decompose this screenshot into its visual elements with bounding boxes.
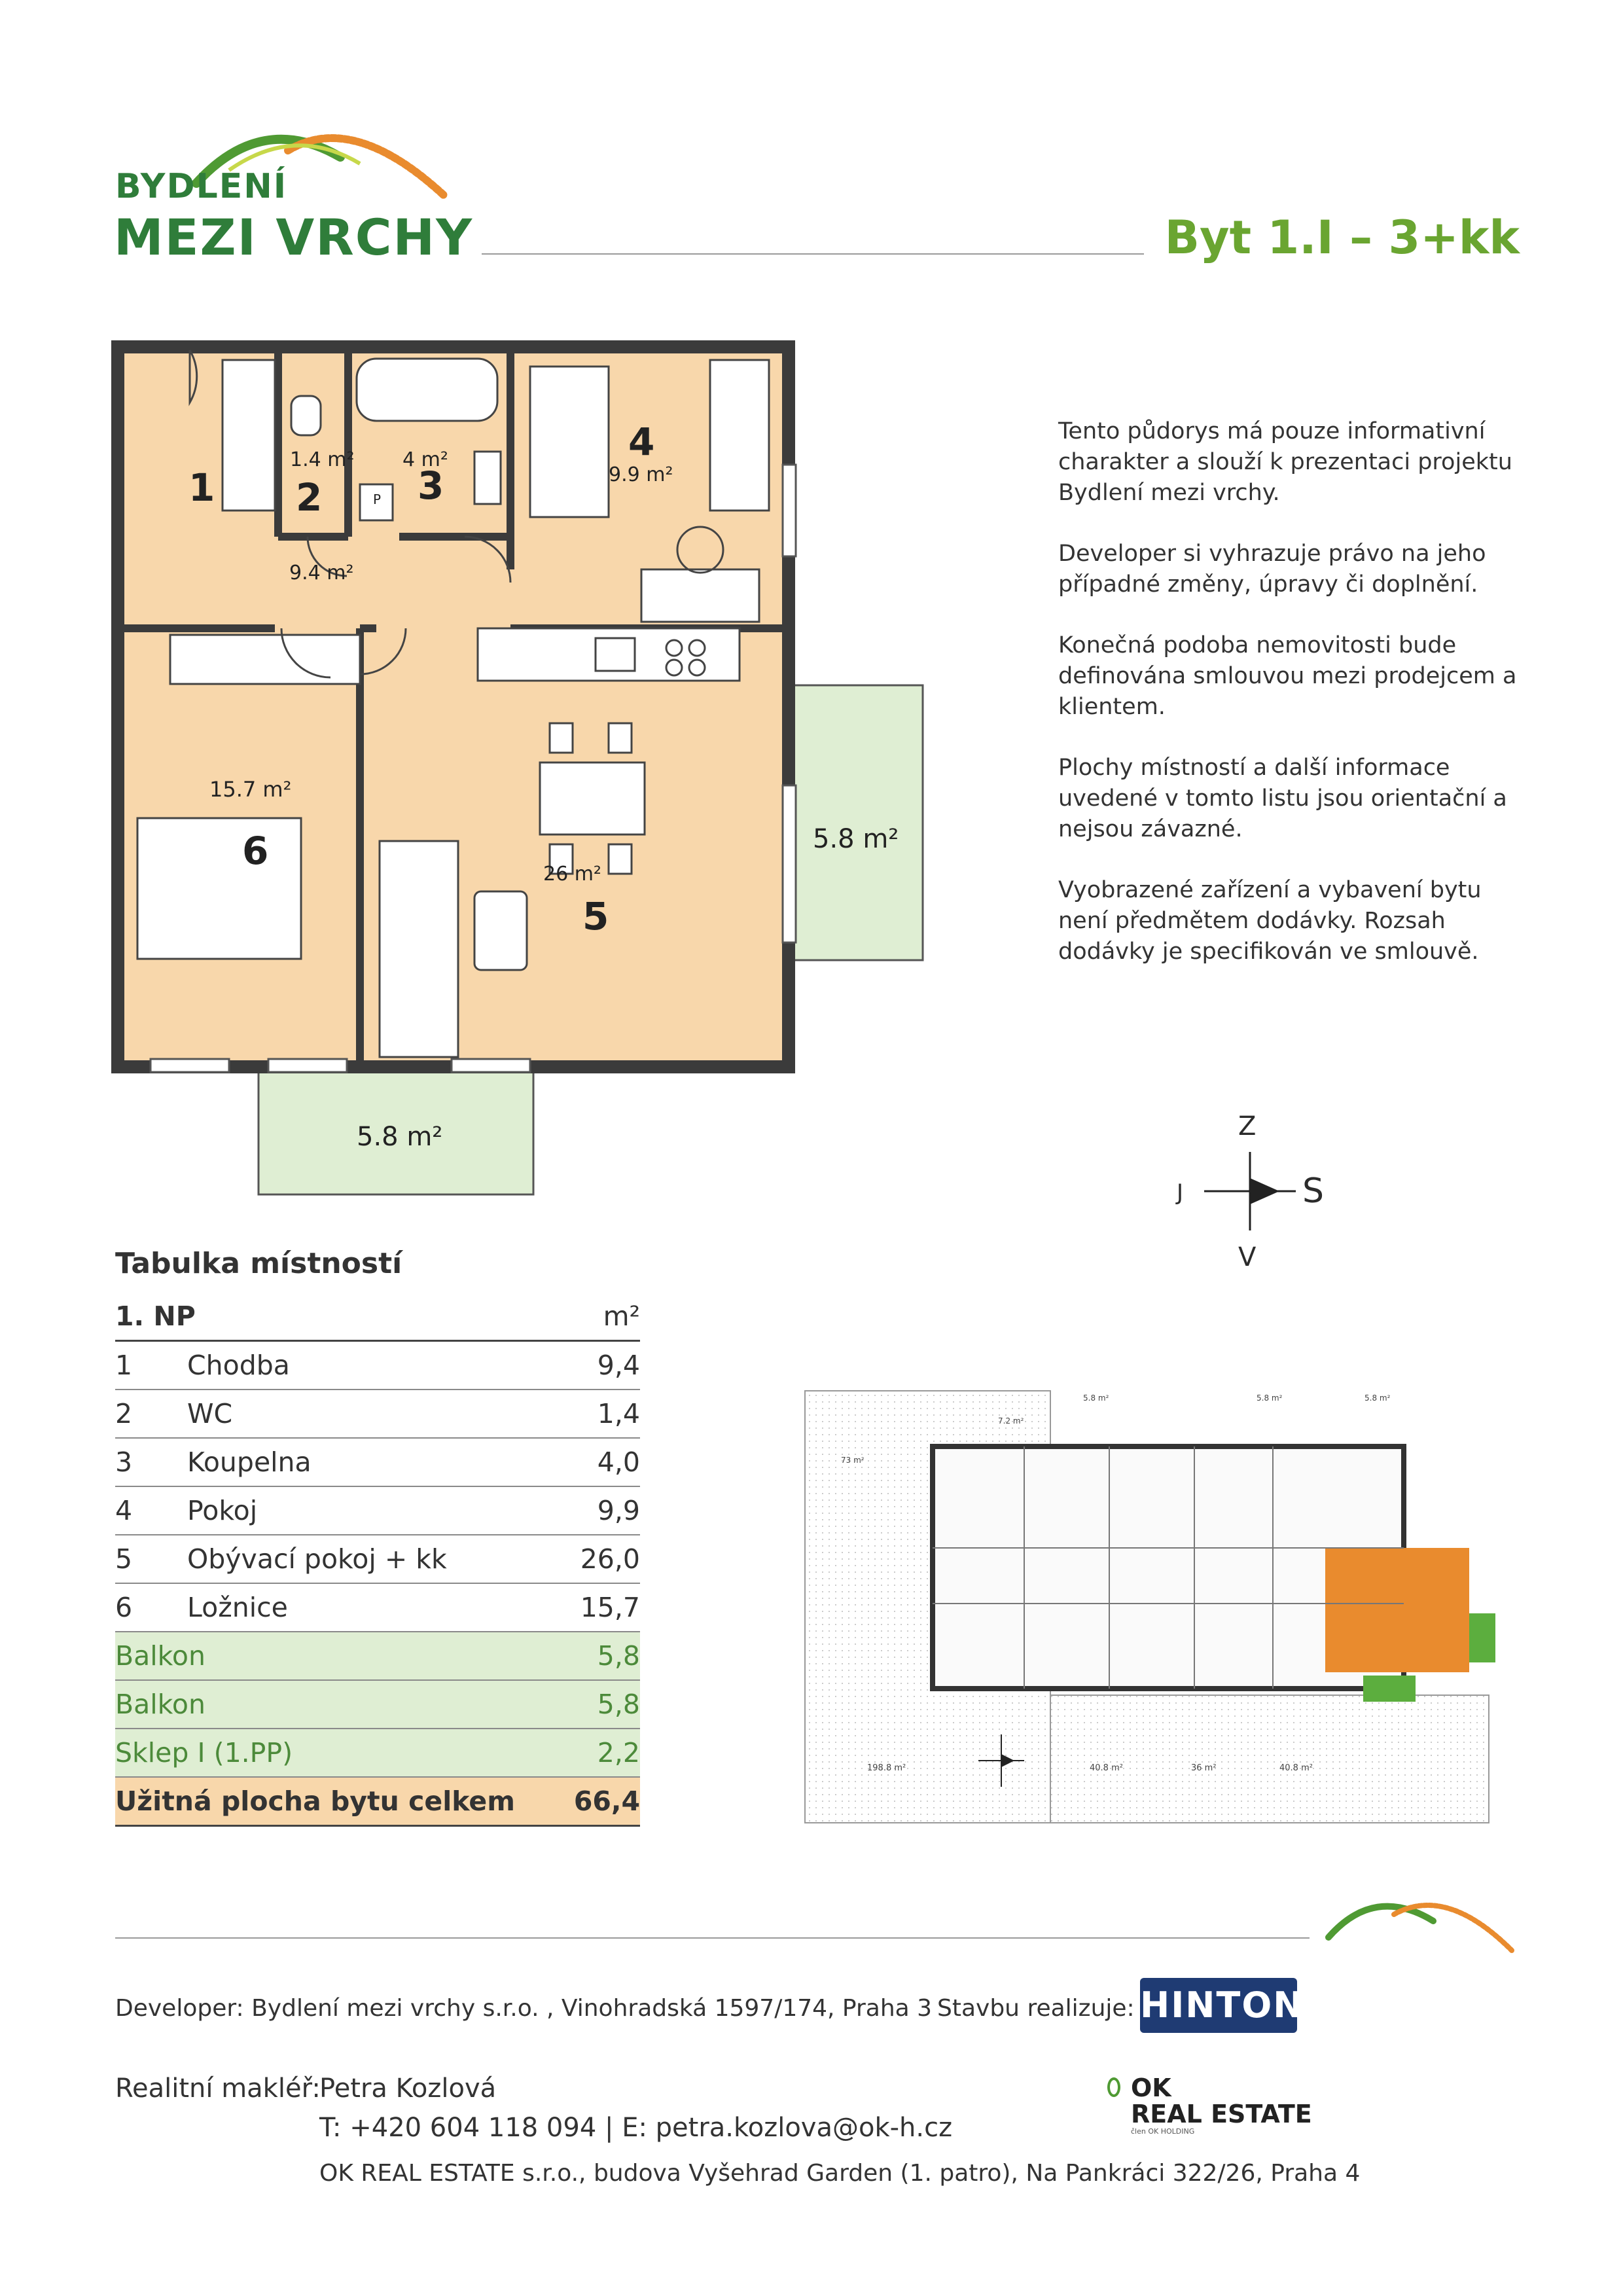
table-row-extra: Sklep I (1.PP) 2,2 <box>115 1729 640 1777</box>
brand-line1: BYDLENÍ <box>115 167 288 206</box>
note-1: Tento půdorys má pouze informativní charakter a slouží k prezentaci projektu Bydlení mezi vrchy. <box>1058 418 1512 506</box>
compass-west: J <box>1177 1179 1184 1206</box>
single-bed <box>530 367 609 517</box>
sofa <box>380 841 458 1057</box>
dining-table <box>540 762 645 834</box>
hills-logo-small <box>1322 1885 1518 1957</box>
table-row: 6 Ložnice 15,7 <box>115 1583 640 1632</box>
table-header <box>115 1293 640 1341</box>
area-wc: 1.4 m² <box>290 448 355 471</box>
table-row: 4 Pokoj 9,9 <box>115 1486 640 1535</box>
hinton-logo: HINTON <box>1140 1978 1297 2033</box>
room-number-2: 2 <box>296 475 323 520</box>
coffee-table <box>474 891 527 970</box>
table-unit: m² <box>564 1293 640 1341</box>
header-divider <box>482 253 1144 255</box>
developer-text: Developer: Bydlení mezi vrchy s.r.o. , Vinohradská 1597/174, Praha 3 <box>115 1995 933 2022</box>
room-number-1: 1 <box>188 465 215 510</box>
svg-text:5.8 m²: 5.8 m² <box>1364 1393 1391 1403</box>
table-title: Tabulka místností <box>115 1247 402 1280</box>
area-chodba: 9.4 m² <box>289 562 354 584</box>
svg-text:198.8 m²: 198.8 m² <box>867 1763 906 1773</box>
highlighted-unit <box>1325 1548 1469 1672</box>
p-label: P <box>373 492 382 507</box>
table-floor: 1. NP <box>115 1293 564 1341</box>
agent-contact: T: +420 604 118 094 | E: petra.kozlova@ok-h.cz <box>319 2113 953 2143</box>
area-balkon-right: 5.8 m² <box>813 824 899 854</box>
svg-text:7.2 m²: 7.2 m² <box>998 1416 1024 1426</box>
table-row: 2 WC 1,4 <box>115 1390 640 1438</box>
table-row-extra: Balkon 5,8 <box>115 1680 640 1729</box>
room-number-4: 4 <box>628 420 655 464</box>
unit-title: Byt 1.I – 3+kk <box>1164 211 1520 264</box>
builder-label: Stavbu realizuje: <box>937 1995 1135 2022</box>
note-2: Developer si vyhrazuje právo na jeho případné změny, úpravy či doplnění. <box>1058 541 1486 598</box>
area-pokoj: 9.9 m² <box>609 463 673 486</box>
bathtub <box>357 359 497 421</box>
compass-north: Z <box>1238 1111 1257 1141</box>
ok-logo-icon <box>1107 2077 1120 2097</box>
compass <box>1165 1106 1335 1276</box>
room-number-3: 3 <box>418 463 444 508</box>
table-row: 1 Chodba 9,4 <box>115 1341 640 1390</box>
table-row-total: Užitná plocha bytu celkem 66,4 <box>115 1777 640 1826</box>
svg-text:40.8 m²: 40.8 m² <box>1279 1763 1313 1773</box>
agent-label: Realitní makléř: <box>115 2073 321 2104</box>
svg-text:5.8 m²: 5.8 m² <box>1083 1393 1109 1403</box>
agency-address: OK REAL ESTATE s.r.o., budova Vyšehrad Garden (1. patro), Na Pankráci 322/26, Praha 4 <box>319 2160 1361 2187</box>
toilet <box>291 396 321 435</box>
area-loznice: 15.7 m² <box>209 777 292 802</box>
floor-plan <box>111 340 929 1204</box>
site-plan <box>802 1388 1495 1833</box>
footer-divider <box>115 1937 1310 1939</box>
washbasin <box>474 452 501 504</box>
brand-line2: MEZI VRCHY <box>114 208 474 266</box>
table-row: 5 Obývací pokoj + kk 26,0 <box>115 1535 640 1583</box>
note-3: Konečná podoba nemovitosti bude definována smlouvou mezi prodejcem a klientem. <box>1058 632 1517 720</box>
room-number-6: 6 <box>242 829 269 873</box>
double-bed <box>137 818 301 959</box>
ok-real-estate-logo: OK REAL ESTATE člen OK HOLDING <box>1107 2075 1312 2136</box>
desk <box>641 569 759 622</box>
area-balkon-bottom: 5.8 m² <box>357 1122 443 1152</box>
balcony-right <box>792 685 923 960</box>
agent-name: Petra Kozlová <box>319 2073 497 2104</box>
table-row: 3 Koupelna 4,0 <box>115 1438 640 1486</box>
notes <box>1058 416 1536 967</box>
svg-text:40.8 m²: 40.8 m² <box>1090 1763 1123 1773</box>
table-row-extra: Balkon 5,8 <box>115 1632 640 1680</box>
room-number-5: 5 <box>582 894 609 939</box>
svg-text:73 m²: 73 m² <box>841 1456 865 1465</box>
compass-south: V <box>1238 1242 1257 1272</box>
svg-text:5.8 m²: 5.8 m² <box>1257 1393 1283 1403</box>
note-4: Plochy místností a další informace uvedené v tomto listu jsou orientační a nejsou závazné. <box>1058 755 1507 842</box>
compass-east: S <box>1302 1172 1325 1211</box>
area-obyvaci: 26 m² <box>543 863 601 886</box>
note-5: Vyobrazené zařízení a vybavení bytu není předmětem dodávky. Rozsah dodávky je specifikován ve smlouvě. <box>1058 877 1482 965</box>
svg-text:36 m²: 36 m² <box>1191 1763 1217 1773</box>
area-koupelna: 4 m² <box>402 448 448 471</box>
room-table <box>115 1247 640 1827</box>
